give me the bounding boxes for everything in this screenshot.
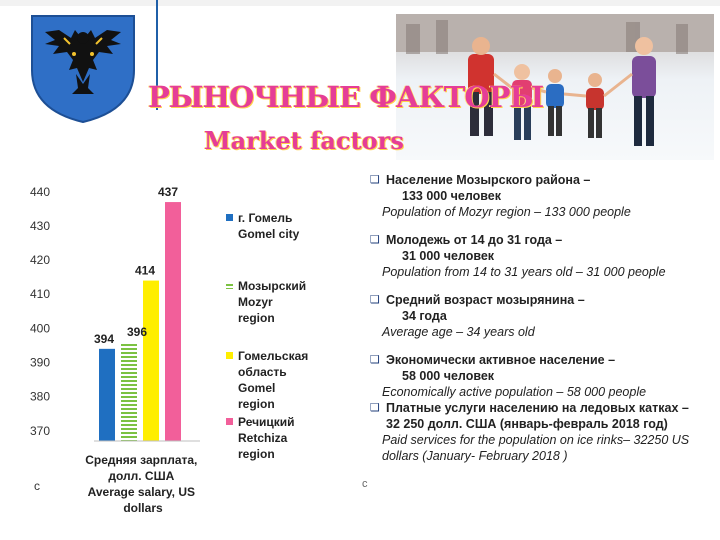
legend-marker xyxy=(226,418,233,425)
x-category-line-1: Средняя зарплата, xyxy=(85,453,198,467)
x-category-line-4: dollars xyxy=(123,501,163,515)
facts-list xyxy=(370,172,692,476)
y-tick-label: 440 xyxy=(30,184,51,199)
bar xyxy=(99,349,115,441)
fact-en: Population from 14 to 31 years old – 31 000 people xyxy=(382,265,666,279)
fact-ru: Молодежь от 14 до 31 года – xyxy=(386,233,563,247)
coat-of-arms-icon xyxy=(26,10,140,124)
fact-en: Average age – 34 years old xyxy=(382,325,535,339)
corner-mark: c xyxy=(362,478,368,490)
top-bar xyxy=(0,0,720,6)
y-tick-label: 420 xyxy=(30,253,51,268)
legend-marker xyxy=(226,282,233,289)
legend-label: г. Гомель Gomel city xyxy=(238,211,300,241)
checkbox-bullet-icon: ❑ xyxy=(370,173,380,186)
fact-ru: Платные услуги населению на ледовых катках – 32 250 долл. США (январь-февраль 2018 год) xyxy=(386,401,689,431)
fact-ru-value: 133 000 человек xyxy=(402,189,502,203)
x-category-line-2: долл. США xyxy=(108,469,175,483)
legend-label: Гомельская область Gomel region xyxy=(238,349,309,411)
x-category-label xyxy=(85,453,200,515)
y-tick-label: 370 xyxy=(30,423,51,438)
y-tick-label: 380 xyxy=(30,389,51,404)
y-tick-label: 430 xyxy=(30,218,51,233)
checkbox-bullet-icon: ❑ xyxy=(370,353,380,366)
legend-label: Речицкий Retchiza region xyxy=(238,415,295,461)
data-label: 437 xyxy=(158,185,179,200)
legend-label: Мозырский Mozyr region xyxy=(238,279,307,325)
y-tick-label: 390 xyxy=(30,355,51,370)
data-label: 414 xyxy=(135,263,156,278)
fact-item xyxy=(370,292,692,340)
fact-ru: Население Мозырского района – xyxy=(386,173,591,187)
fact-ru-value: 34 года xyxy=(402,309,447,323)
bar xyxy=(165,202,181,441)
salary-bar-chart xyxy=(0,160,360,540)
fact-ru-value: 31 000 человек xyxy=(402,249,495,263)
data-label: 396 xyxy=(127,325,148,340)
checkbox-bullet-icon: ❑ xyxy=(370,293,380,306)
fact-ru-value: 58 000 человек xyxy=(402,369,495,383)
fact-ru: Экономически активное население – xyxy=(386,353,616,367)
checkbox-bullet-icon: ❑ xyxy=(370,401,380,414)
fact-ru: Средний возраст мозырянина – xyxy=(386,293,585,307)
fact-item xyxy=(370,352,692,400)
checkbox-bullet-icon: ❑ xyxy=(370,233,380,246)
slide-title-ru: РЫНОЧНЫЕ ФАКТОРЫ xyxy=(148,80,544,114)
y-tick-label: 410 xyxy=(30,287,51,302)
fact-en: Economically active population – 58 000 people xyxy=(382,385,647,399)
slide-title-en: Market factors xyxy=(204,126,404,155)
fact-item xyxy=(370,172,692,220)
bar xyxy=(121,342,137,441)
fact-en: Paid services for the population on ice rinks– 32250 US dollars (January- February 2018 ) xyxy=(382,433,690,463)
y-tick-label: 400 xyxy=(30,321,51,336)
x-category-line-3: Average salary, US xyxy=(87,485,196,499)
data-label: 394 xyxy=(94,331,115,346)
legend-marker xyxy=(226,352,233,359)
fact-item xyxy=(370,400,692,464)
fact-en: Population of Mozyr region – 133 000 people xyxy=(382,205,631,219)
fact-item xyxy=(370,232,692,280)
corner-mark: c xyxy=(34,479,40,493)
bar xyxy=(143,281,159,441)
legend-marker xyxy=(226,214,233,221)
